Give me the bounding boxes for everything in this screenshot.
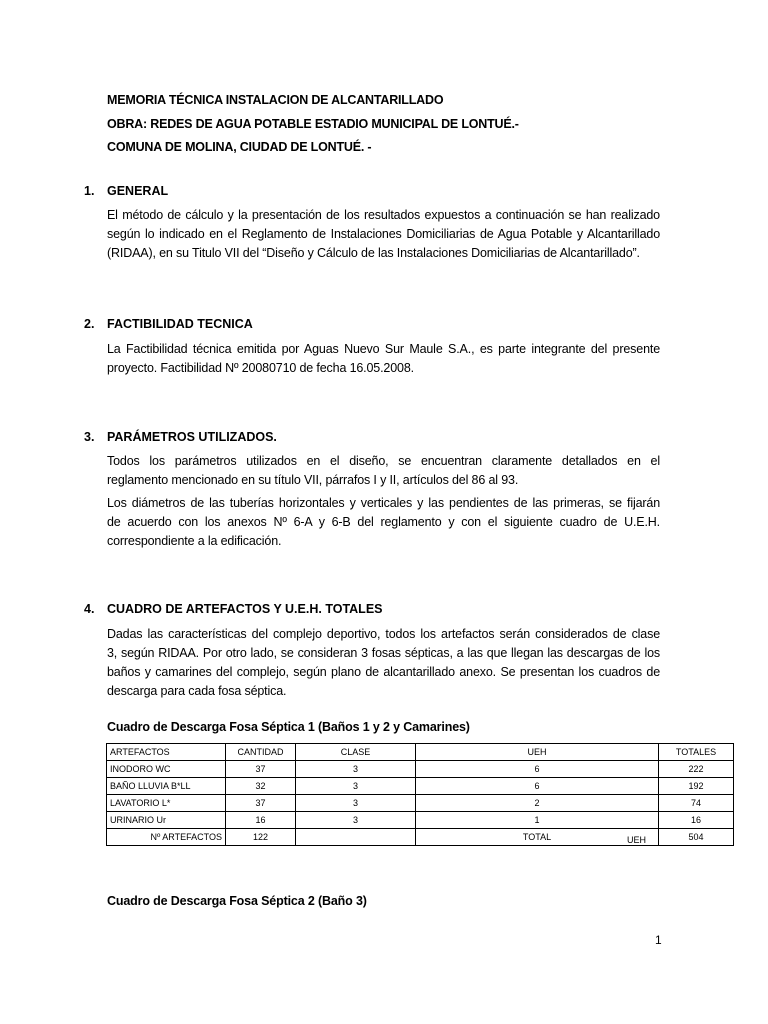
table-cell: 1 bbox=[416, 812, 659, 829]
paragraph-line: Los diámetros de las tuberías horizontales y verticales y las pendientes de las primeras, se fijarán bbox=[107, 496, 660, 510]
section-2-paragraph bbox=[107, 340, 660, 378]
paragraph-line: La Factibilidad técnica emitida por Aguas Nuevo Sur Maule S.A., es parte integrante del presente bbox=[107, 342, 660, 356]
section-title: FACTIBILIDAD TECNICA bbox=[107, 317, 253, 331]
section-3-paragraph-2 bbox=[107, 494, 660, 551]
section-title: PARÁMETROS UTILIZADOS. bbox=[107, 430, 277, 444]
table-header-row bbox=[107, 744, 734, 761]
table-cell: 16 bbox=[226, 812, 296, 829]
project-name: OBRA: REDES DE AGUA POTABLE ESTADIO MUNICIPAL DE LONTUÉ.- bbox=[107, 117, 519, 131]
table-row bbox=[107, 795, 734, 812]
memo-title: MEMORIA TÉCNICA INSTALACION DE ALCANTARILLADO bbox=[107, 93, 444, 107]
table-cell: 192 bbox=[659, 778, 734, 795]
section-number: 3. bbox=[84, 430, 95, 444]
paragraph-line: El método de cálculo y la presentación de los resultados expuestos a continuación se han realizado bbox=[107, 208, 660, 222]
table-cell: 2 bbox=[416, 795, 659, 812]
discharge-table-1 bbox=[106, 743, 734, 846]
table-cell: 3 bbox=[296, 778, 416, 795]
paragraph-line: (RIDAA), en su Titulo VII del “Diseño y Cálculo de las Instalaciones Domiciliarias de Alcantarillado”. bbox=[107, 246, 640, 260]
column-header: CANTIDAD bbox=[226, 744, 296, 761]
section-4-heading bbox=[84, 602, 383, 616]
table-cell: 37 bbox=[226, 761, 296, 778]
section-3-heading bbox=[84, 430, 277, 444]
section-3-paragraph-1 bbox=[107, 452, 660, 490]
table-cell: 3 bbox=[296, 795, 416, 812]
section-title: CUADRO DE ARTEFACTOS Y U.E.H. TOTALES bbox=[107, 602, 383, 616]
table-cell: URINARIO Ur bbox=[107, 812, 226, 829]
table-cell: BAÑO LLUVIA B*LL bbox=[107, 778, 226, 795]
table-cell: 3 bbox=[296, 812, 416, 829]
paragraph-line: Dadas las características del complejo deportivo, todos los artefactos serán considerados de clase bbox=[107, 627, 660, 641]
section-number: 1. bbox=[84, 184, 95, 198]
paragraph-line: Todos los parámetros utilizados en el diseño, se encuentran claramente detallados en el bbox=[107, 454, 660, 468]
paragraph-line: reglamento mencionado en su título VII, párrafos I y II, artículos del 86 al 93. bbox=[107, 473, 519, 487]
column-header: UEH bbox=[416, 744, 659, 761]
paragraph-line: proyecto. Factibilidad Nº 20080710 de fecha 16.05.2008. bbox=[107, 361, 414, 375]
paragraph-line: descarga para cada fosa séptica. bbox=[107, 684, 287, 698]
artifact-count-label: Nº ARTEFACTOS bbox=[107, 829, 226, 846]
total-unit: UEH bbox=[627, 835, 647, 845]
section-number: 4. bbox=[84, 602, 95, 616]
table-cell: 16 bbox=[659, 812, 734, 829]
project-location: COMUNA DE MOLINA, CIUDAD DE LONTUÉ. - bbox=[107, 140, 372, 154]
table-cell: 6 bbox=[416, 778, 659, 795]
table-cell: 37 bbox=[226, 795, 296, 812]
table-cell: 32 bbox=[226, 778, 296, 795]
table-cell: 3 bbox=[296, 761, 416, 778]
paragraph-line: 3, según RIDAA. Por otro lado, se consideran 3 fosas sépticas, a las que llegan las descargas de los bbox=[107, 646, 660, 660]
artifact-count-value: 122 bbox=[226, 829, 296, 846]
table-2-caption: Cuadro de Descarga Fosa Séptica 2 (Baño 3) bbox=[107, 894, 367, 908]
section-2-heading bbox=[84, 317, 253, 331]
paragraph-line: de acuerdo con los anexos Nº 6-A y 6-B del reglamento y con el siguiente cuadro de U.E.H. bbox=[107, 515, 660, 529]
table-row bbox=[107, 761, 734, 778]
paragraph-line: correspondiente a la edificación. bbox=[107, 534, 282, 548]
paragraph-line: según lo indicado en el Reglamento de Instalaciones Domiciliarias de Agua Potable y Alcantarillado bbox=[107, 227, 660, 241]
table-cell: 6 bbox=[416, 761, 659, 778]
total-value: 504 bbox=[659, 829, 734, 846]
table-cell: 74 bbox=[659, 795, 734, 812]
total-label: TOTAL bbox=[416, 829, 659, 846]
table-cell: INODORO WC bbox=[107, 761, 226, 778]
section-1-paragraph bbox=[107, 206, 660, 263]
section-number: 2. bbox=[84, 317, 95, 331]
table-row bbox=[107, 812, 734, 829]
table-cell: LAVATORIO L* bbox=[107, 795, 226, 812]
section-title: GENERAL bbox=[107, 184, 169, 198]
page-number: 1 bbox=[655, 933, 662, 947]
column-header: ARTEFACTOS bbox=[107, 744, 226, 761]
table-cell: 222 bbox=[659, 761, 734, 778]
section-1-heading bbox=[84, 184, 168, 198]
column-header: TOTALES bbox=[659, 744, 734, 761]
table-1-caption: Cuadro de Descarga Fosa Séptica 1 (Baños 1 y 2 y Camarines) bbox=[107, 720, 470, 734]
column-header: CLASE bbox=[296, 744, 416, 761]
table-cell-empty bbox=[296, 829, 416, 846]
paragraph-line: baños y camarines del complejo, según plano de alcantarillado anexo. Se presentan los cuadros de bbox=[107, 665, 660, 679]
table-row bbox=[107, 778, 734, 795]
section-4-paragraph bbox=[107, 625, 660, 701]
